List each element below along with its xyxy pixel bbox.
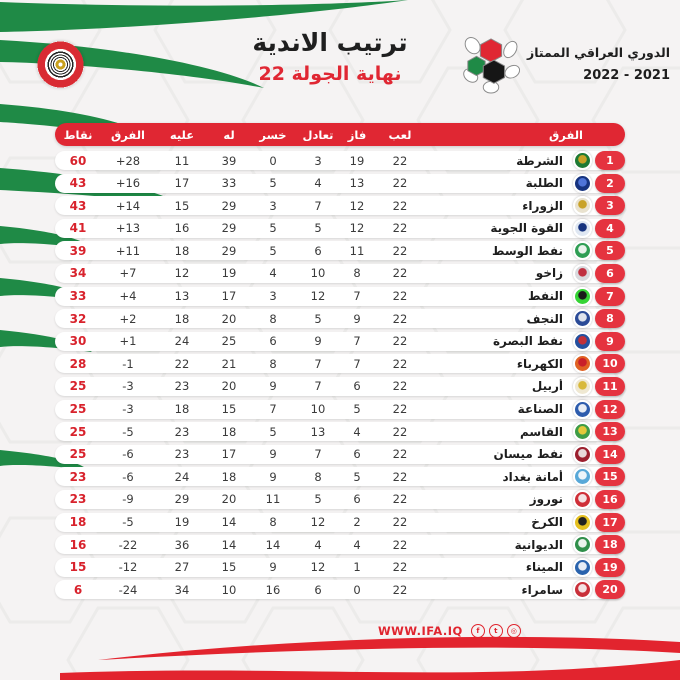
team-name: القوة الجوية [490, 221, 563, 236]
played-cell: 22 [392, 266, 408, 281]
rank-badge: 6 [595, 264, 625, 283]
goal-diff-cell: +28 [115, 153, 141, 168]
rank-badge: 18 [595, 535, 625, 554]
team-crest-icon [573, 377, 592, 396]
drawn-cell: 12 [310, 560, 326, 575]
won-cell: 2 [353, 515, 361, 529]
drawn-cell: 5 [314, 492, 322, 507]
played-cell: 22 [392, 560, 408, 575]
rank-badge: 3 [595, 196, 625, 215]
team-crest-icon [573, 558, 592, 577]
goal-diff-cell: +4 [119, 289, 137, 304]
played-cell: 22 [392, 198, 408, 213]
played-cell: 22 [392, 515, 408, 529]
team-crest-icon [573, 445, 592, 464]
table-row [55, 287, 625, 306]
col-header-drawn: تعادل [302, 127, 334, 142]
goals-for-cell: 18 [221, 469, 237, 484]
table-row [55, 580, 625, 599]
twitter-icon[interactable]: t [489, 624, 503, 638]
lost-cell: 11 [265, 492, 281, 507]
page-title: ترتيب الاندية [252, 28, 408, 57]
goals-for-cell: 20 [221, 379, 237, 394]
team-crest-icon [573, 535, 592, 554]
won-cell: 9 [353, 311, 361, 326]
lost-cell: 9 [269, 560, 277, 575]
drawn-cell: 10 [310, 402, 326, 417]
played-cell: 22 [392, 334, 408, 349]
goals-for-cell: 21 [221, 356, 237, 371]
goals-against-cell: 23 [174, 447, 190, 462]
rank-badge: 2 [595, 174, 625, 193]
team-crest-icon [573, 196, 592, 215]
goals-against-cell: 24 [174, 334, 190, 349]
won-cell: 7 [353, 334, 361, 349]
played-cell: 22 [392, 537, 408, 552]
team-name: الكرخ [531, 515, 563, 529]
goal-diff-cell: -5 [122, 424, 134, 439]
lost-cell: 3 [269, 289, 277, 304]
goals-for-cell: 17 [221, 289, 237, 304]
lost-cell: 8 [269, 311, 277, 326]
instagram-icon[interactable]: ◎ [507, 624, 521, 638]
rank-badge: 14 [595, 445, 625, 464]
goal-diff-cell: +7 [119, 266, 137, 281]
table-row [55, 241, 625, 260]
played-cell: 22 [392, 221, 408, 236]
played-cell: 22 [392, 311, 408, 326]
team-name: نفط ميسان [493, 447, 563, 462]
goal-diff-cell: -6 [122, 469, 134, 484]
goals-against-cell: 24 [174, 469, 190, 484]
team-name: نفط البصرة [492, 334, 563, 349]
points-cell: 15 [69, 560, 87, 575]
team-crest-icon [573, 580, 592, 599]
league-name: الدوري العراقي الممتاز [527, 45, 670, 60]
points-cell: 18 [69, 515, 87, 529]
rank-badge: 4 [595, 219, 625, 238]
rank-badge: 10 [595, 354, 625, 373]
goals-for-cell: 14 [221, 537, 237, 552]
goal-diff-cell: +11 [115, 243, 141, 258]
points-cell: 25 [69, 379, 87, 394]
goals-for-cell: 19 [221, 266, 237, 281]
lost-cell: 0 [269, 153, 277, 168]
team-crest-icon [573, 264, 592, 283]
lost-cell: 4 [269, 266, 277, 281]
goals-for-cell: 15 [221, 560, 237, 575]
page-subtitle: نهاية الجولة 22 [258, 63, 402, 85]
footer [378, 624, 521, 638]
played-cell: 22 [392, 356, 408, 371]
goals-against-cell: 18 [174, 311, 190, 326]
played-cell: 22 [392, 402, 408, 417]
won-cell: 4 [353, 537, 361, 552]
points-cell: 43 [69, 198, 87, 213]
drawn-cell: 12 [310, 289, 326, 304]
drawn-cell: 12 [310, 515, 326, 529]
team-name: الزوراء [522, 198, 563, 213]
rank-badge: 8 [595, 309, 625, 328]
drawn-cell: 13 [310, 424, 326, 439]
rank-badge: 19 [595, 558, 625, 577]
team-name: الصناعة [517, 402, 563, 417]
col-header-played: لعب [388, 127, 412, 142]
goals-against-cell: 27 [174, 560, 190, 575]
team-name: النجف [526, 311, 563, 326]
points-cell: 33 [69, 289, 87, 304]
goals-against-cell: 18 [174, 243, 190, 258]
goal-diff-cell: +16 [115, 176, 141, 191]
goals-against-cell: 18 [174, 402, 190, 417]
points-cell: 25 [69, 424, 87, 439]
table-row [55, 400, 625, 419]
league-ball-icon [462, 33, 520, 95]
table-body [55, 151, 625, 599]
goal-diff-cell: -12 [118, 560, 138, 575]
goals-against-cell: 15 [174, 198, 190, 213]
played-cell: 22 [392, 424, 408, 439]
table-row [55, 535, 625, 554]
goal-diff-cell: +14 [115, 198, 141, 213]
table-row [55, 445, 625, 464]
table-row [55, 490, 625, 509]
team-crest-icon [573, 241, 592, 260]
goals-for-cell: 15 [221, 402, 237, 417]
played-cell: 22 [392, 447, 408, 462]
team-name: أمانة بغداد [502, 469, 563, 484]
points-cell: 16 [69, 537, 87, 552]
rank-badge: 5 [595, 241, 625, 260]
won-cell: 6 [353, 447, 361, 462]
rank-badge: 15 [595, 467, 625, 486]
lost-cell: 3 [269, 198, 277, 213]
rank-badge: 9 [595, 332, 625, 351]
won-cell: 13 [349, 176, 365, 191]
drawn-cell: 5 [314, 311, 322, 326]
goal-diff-cell: -24 [118, 582, 138, 597]
goals-for-cell: 25 [221, 334, 237, 349]
points-cell: 30 [69, 334, 87, 349]
drawn-cell: 6 [314, 243, 322, 258]
team-crest-icon [573, 513, 592, 532]
played-cell: 22 [392, 582, 408, 597]
lost-cell: 5 [269, 176, 277, 191]
team-name: أربيل [531, 379, 563, 394]
rank-badge: 7 [595, 287, 625, 306]
table-row [55, 332, 625, 351]
league-text [527, 45, 670, 83]
table-row [55, 467, 625, 486]
played-cell: 22 [392, 176, 408, 191]
team-crest-icon [573, 151, 592, 170]
rank-badge: 11 [595, 377, 625, 396]
team-name: الشرطة [516, 153, 563, 168]
lost-cell: 7 [269, 402, 277, 417]
col-header-team: الفرق [549, 127, 583, 142]
red-swooshes [60, 637, 680, 680]
goals-against-cell: 11 [174, 153, 190, 168]
table-row [55, 309, 625, 328]
team-name: الديوانية [514, 537, 563, 552]
facebook-icon[interactable]: f [471, 624, 485, 638]
lost-cell: 9 [269, 447, 277, 462]
goals-against-cell: 36 [174, 537, 190, 552]
points-cell: 43 [69, 176, 87, 191]
standings-table [55, 123, 625, 603]
team-name: الميناء [525, 560, 563, 575]
team-name: القاسم [520, 424, 563, 439]
won-cell: 12 [349, 221, 365, 236]
team-crest-icon [573, 174, 592, 193]
points-cell: 28 [69, 356, 87, 371]
col-header-won: فاز [347, 127, 367, 142]
goals-against-cell: 13 [174, 289, 190, 304]
points-cell: 23 [69, 469, 87, 484]
goals-against-cell: 34 [174, 582, 190, 597]
goals-for-cell: 29 [221, 221, 237, 236]
points-cell: 25 [69, 447, 87, 462]
points-cell: 41 [69, 221, 87, 236]
won-cell: 1 [353, 560, 361, 575]
goals-for-cell: 29 [221, 243, 237, 258]
goals-against-cell: 22 [174, 356, 190, 371]
won-cell: 6 [353, 379, 361, 394]
team-name: النفط [527, 289, 563, 304]
drawn-cell: 7 [314, 356, 322, 371]
table-row [55, 219, 625, 238]
lost-cell: 9 [269, 379, 277, 394]
won-cell: 19 [349, 153, 365, 168]
team-name: الكهرباء [516, 356, 563, 371]
league-block [462, 33, 670, 95]
goal-diff-cell: -22 [118, 537, 138, 552]
lost-cell: 14 [265, 537, 281, 552]
team-name: الطلبة [525, 176, 563, 191]
goal-diff-cell: -6 [122, 447, 134, 462]
played-cell: 22 [392, 243, 408, 258]
goals-for-cell: 10 [221, 582, 237, 597]
goal-diff-cell: -3 [122, 402, 134, 417]
table-row [55, 513, 625, 532]
lost-cell: 16 [265, 582, 281, 597]
won-cell: 8 [353, 266, 361, 281]
team-crest-icon [573, 287, 592, 306]
table-row [55, 264, 625, 283]
table-row [55, 422, 625, 441]
goal-diff-cell: -5 [122, 515, 134, 529]
col-header-goal-diff: الفرق [111, 127, 145, 142]
team-name: نوروز [529, 492, 563, 507]
team-crest-icon [573, 467, 592, 486]
drawn-cell: 3 [314, 153, 322, 168]
won-cell: 7 [353, 356, 361, 371]
table-row [55, 377, 625, 396]
team-crest-icon [573, 422, 592, 441]
goals-for-cell: 20 [221, 311, 237, 326]
goals-for-cell: 29 [221, 198, 237, 213]
team-crest-icon [573, 400, 592, 419]
drawn-cell: 8 [314, 469, 322, 484]
lost-cell: 8 [269, 356, 277, 371]
goals-for-cell: 18 [221, 424, 237, 439]
goal-diff-cell: -9 [122, 492, 134, 507]
played-cell: 22 [392, 469, 408, 484]
goals-against-cell: 17 [174, 176, 190, 191]
goal-diff-cell: +13 [115, 221, 141, 236]
drawn-cell: 7 [314, 379, 322, 394]
goals-against-cell: 29 [174, 492, 190, 507]
goal-diff-cell: -1 [122, 356, 134, 371]
played-cell: 22 [392, 492, 408, 507]
points-cell: 32 [69, 311, 87, 326]
goals-against-cell: 23 [174, 379, 190, 394]
won-cell: 6 [353, 492, 361, 507]
team-crest-icon [573, 309, 592, 328]
col-header-goals-against: عليه [169, 127, 195, 142]
rank-badge: 20 [595, 580, 625, 599]
table-row [55, 196, 625, 215]
rank-badge: 13 [595, 422, 625, 441]
table-row [55, 354, 625, 373]
col-header-points: نقاط [63, 127, 93, 142]
won-cell: 5 [353, 402, 361, 417]
team-crest-icon [573, 490, 592, 509]
won-cell: 7 [353, 289, 361, 304]
played-cell: 22 [392, 289, 408, 304]
team-crest-icon [573, 332, 592, 351]
rank-badge: 1 [595, 151, 625, 170]
drawn-cell: 4 [314, 176, 322, 191]
goal-diff-cell: +2 [119, 311, 137, 326]
col-header-goals-for: له [223, 127, 235, 142]
team-name: سامراء [521, 582, 563, 597]
drawn-cell: 4 [314, 537, 322, 552]
points-cell: 23 [69, 492, 87, 507]
table-row [55, 174, 625, 193]
goals-for-cell: 20 [221, 492, 237, 507]
rank-badge: 12 [595, 400, 625, 419]
table-header-row [55, 123, 625, 146]
points-cell: 6 [73, 582, 83, 597]
table-row [55, 558, 625, 577]
drawn-cell: 10 [310, 266, 326, 281]
won-cell: 0 [353, 582, 361, 597]
goals-against-cell: 19 [174, 515, 190, 529]
won-cell: 11 [349, 243, 365, 258]
team-name: زاخو [535, 266, 563, 281]
drawn-cell: 9 [314, 334, 322, 349]
lost-cell: 8 [269, 515, 277, 529]
goals-against-cell: 23 [174, 424, 190, 439]
iraq-fa-logo [37, 41, 84, 88]
points-cell: 60 [69, 153, 87, 168]
played-cell: 22 [392, 379, 408, 394]
social-icons [471, 624, 521, 638]
goals-against-cell: 16 [174, 221, 190, 236]
website-link[interactable]: WWW.IFA.IQ [378, 624, 463, 638]
goals-against-cell: 12 [174, 266, 190, 281]
goals-for-cell: 14 [221, 515, 237, 529]
drawn-cell: 7 [314, 447, 322, 462]
goal-diff-cell: -3 [122, 379, 134, 394]
points-cell: 25 [69, 402, 87, 417]
goals-for-cell: 39 [221, 153, 237, 168]
rank-badge: 17 [595, 513, 625, 532]
lost-cell: 9 [269, 469, 277, 484]
goals-for-cell: 33 [221, 176, 237, 191]
drawn-cell: 5 [314, 221, 322, 236]
drawn-cell: 6 [314, 582, 322, 597]
won-cell: 4 [353, 424, 361, 439]
points-cell: 39 [69, 243, 87, 258]
page-title-block [190, 28, 470, 85]
lost-cell: 5 [269, 424, 277, 439]
table-row [55, 151, 625, 170]
won-cell: 12 [349, 198, 365, 213]
lost-cell: 5 [269, 243, 277, 258]
team-crest-icon [573, 219, 592, 238]
goal-diff-cell: +1 [119, 334, 137, 349]
team-crest-icon [573, 354, 592, 373]
played-cell: 22 [392, 153, 408, 168]
lost-cell: 5 [269, 221, 277, 236]
team-name: نفط الوسط [492, 243, 563, 258]
points-cell: 34 [69, 266, 87, 281]
league-season: 2021 - 2022 [583, 68, 670, 83]
won-cell: 5 [353, 469, 361, 484]
goals-for-cell: 17 [221, 447, 237, 462]
lost-cell: 6 [269, 334, 277, 349]
drawn-cell: 7 [314, 198, 322, 213]
rank-badge: 16 [595, 490, 625, 509]
col-header-lost: خسر [259, 127, 287, 142]
